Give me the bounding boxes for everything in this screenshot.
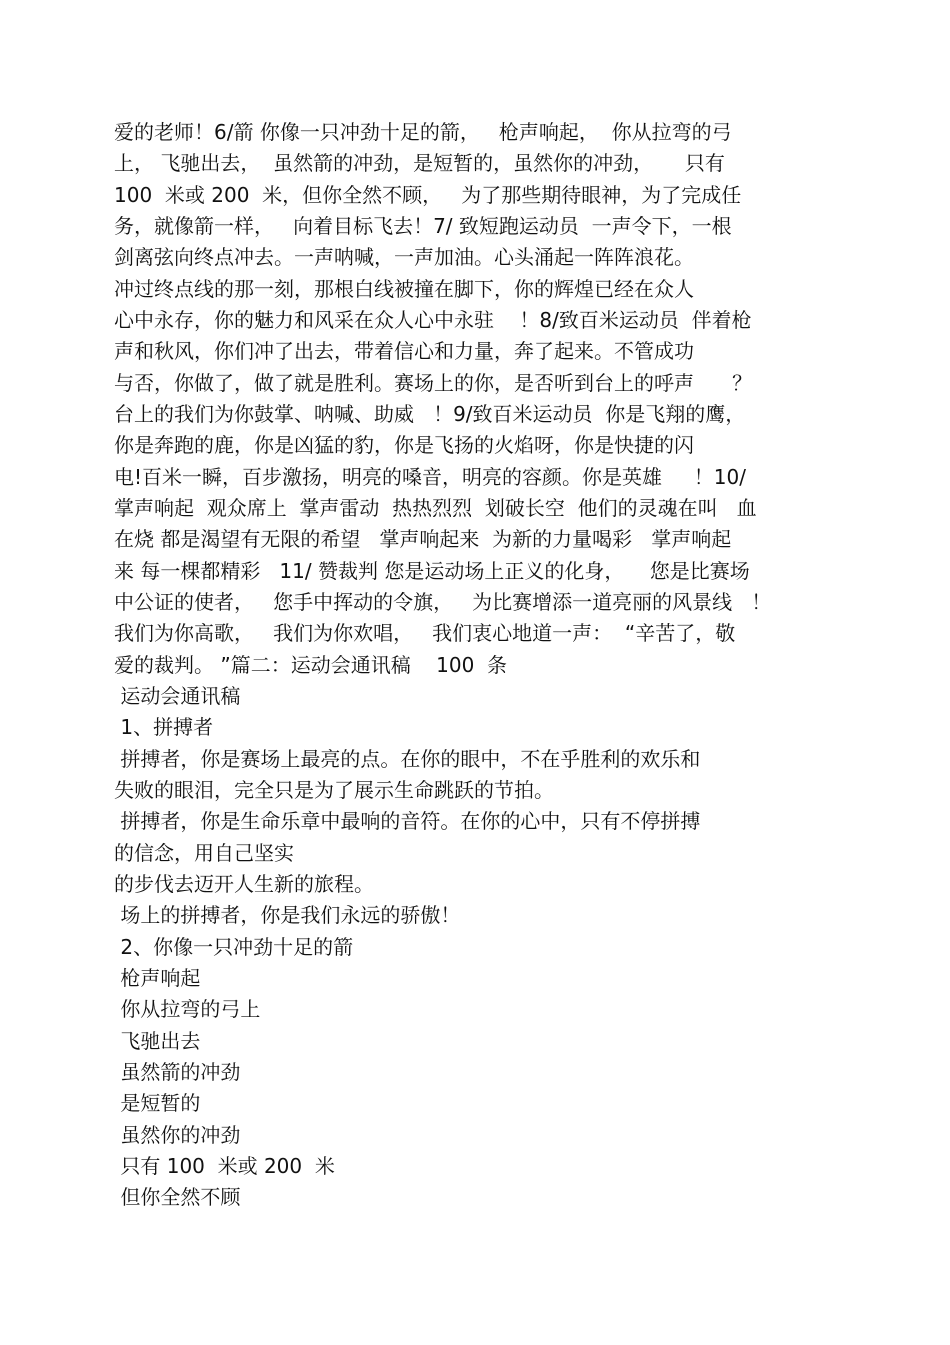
text-line: 上， 飞驰出去， 虽然箭的冲劲，是短暂的，虽然你的冲劲， 只有 <box>114 151 725 175</box>
text-line: 拼搏者，你是赛场上最亮的点。在你的眼中，不在乎胜利的欢乐和 <box>114 747 701 771</box>
poem-line: 你从拉弯的弓上 <box>114 997 261 1021</box>
poem-line: 只有 100 米或 200 米 <box>114 1154 335 1178</box>
text-line: 我们为你高歌， 我们为你欢唱， 我们衷心地道一声： “辛苦了，敬 <box>114 621 736 645</box>
text-line: 爱的裁判。 ”篇二：运动会通讯稿 100 条 <box>114 653 508 677</box>
poem-line: 虽然你的冲劲 <box>114 1123 241 1147</box>
text-line: 在烧 都是渴望有无限的希望 掌声响起来 为新的力量喝彩 掌声响起 <box>114 527 732 551</box>
section-heading: 2、你像一只冲劲十足的箭 <box>114 935 354 959</box>
text-line: 拼搏者，你是生命乐章中最响的音符。在你的心中，只有不停拼搏 <box>114 809 701 833</box>
text-line: 失败的眼泪，完全只是为了展示生命跳跃的节拍。 <box>114 778 554 802</box>
section-title: 运动会通讯稿 <box>114 684 241 708</box>
text-line: 中公证的使者， 您手中挥动的令旗， 为比赛增添一道亮丽的风景线 ！ <box>114 590 772 614</box>
text-line: 剑离弦向终点冲去。一声呐喊，一声加油。心头涌起一阵阵浪花。 <box>114 245 694 269</box>
text-line: 声和秋风，你们冲了出去，带着信心和力量，奔了起来。不管成功 <box>114 339 694 363</box>
text-line: 的步伐去迈开人生新的旅程。 <box>114 872 374 896</box>
text-line: 冲过终点线的那一刻，那根白线被撞在脚下，你的辉煌已经在众人 <box>114 277 694 301</box>
poem-line: 枪声响起 <box>114 966 201 990</box>
text-line: 与否，你做了，做了就是胜利。赛场上的你，是否听到台上的呼声 ？ <box>114 371 753 395</box>
text-line: 你是奔跑的鹿，你是凶猛的豹，你是飞扬的火焰呀，你是快捷的闪 <box>114 433 694 457</box>
poem-line: 是短暂的 <box>114 1091 201 1115</box>
text-line: 电!百米一瞬，百步激扬，明亮的嗓音，明亮的容颜。你是英雄 ！10/ <box>114 465 746 489</box>
text-line: 心中永存，你的魅力和风采在众人心中永驻 ！8/致百米运动员 伴着枪 <box>114 308 752 332</box>
text-line: 的信念，用自己坚实 <box>114 841 294 865</box>
poem-line: 但你全然不顾 <box>114 1185 241 1209</box>
poem-line: 虽然箭的冲劲 <box>114 1060 241 1084</box>
text-line: 台上的我们为你鼓掌、呐喊、助威 ！9/致百米运动员 你是飞翔的鹰， <box>114 402 746 426</box>
text-line: 来 每一棵都精彩 11/ 赞裁判 您是运动场上正义的化身， 您是比赛场 <box>114 559 750 583</box>
text-line: 100 米或 200 米，但你全然不顾， 为了那些期待眼神，为了完成任 <box>114 183 742 207</box>
poem-line: 飞驰出去 <box>114 1029 201 1053</box>
text-line: 掌声响起 观众席上 掌声雷动 热热烈烈 划破长空 他们的灵魂在叫 血 <box>114 496 757 520</box>
section-heading: 1、拼搏者 <box>114 715 214 739</box>
text-line: 务，就像箭一样， 向着目标飞去！7/ 致短跑运动员 一声令下，一根 <box>114 214 732 238</box>
text-line: 场上的拼搏者，你是我们永远的骄傲！ <box>114 903 461 927</box>
text-line: 爱的老师！6/箭 你像一只冲劲十足的箭， 枪声响起， 你从拉弯的弓 <box>114 120 732 144</box>
